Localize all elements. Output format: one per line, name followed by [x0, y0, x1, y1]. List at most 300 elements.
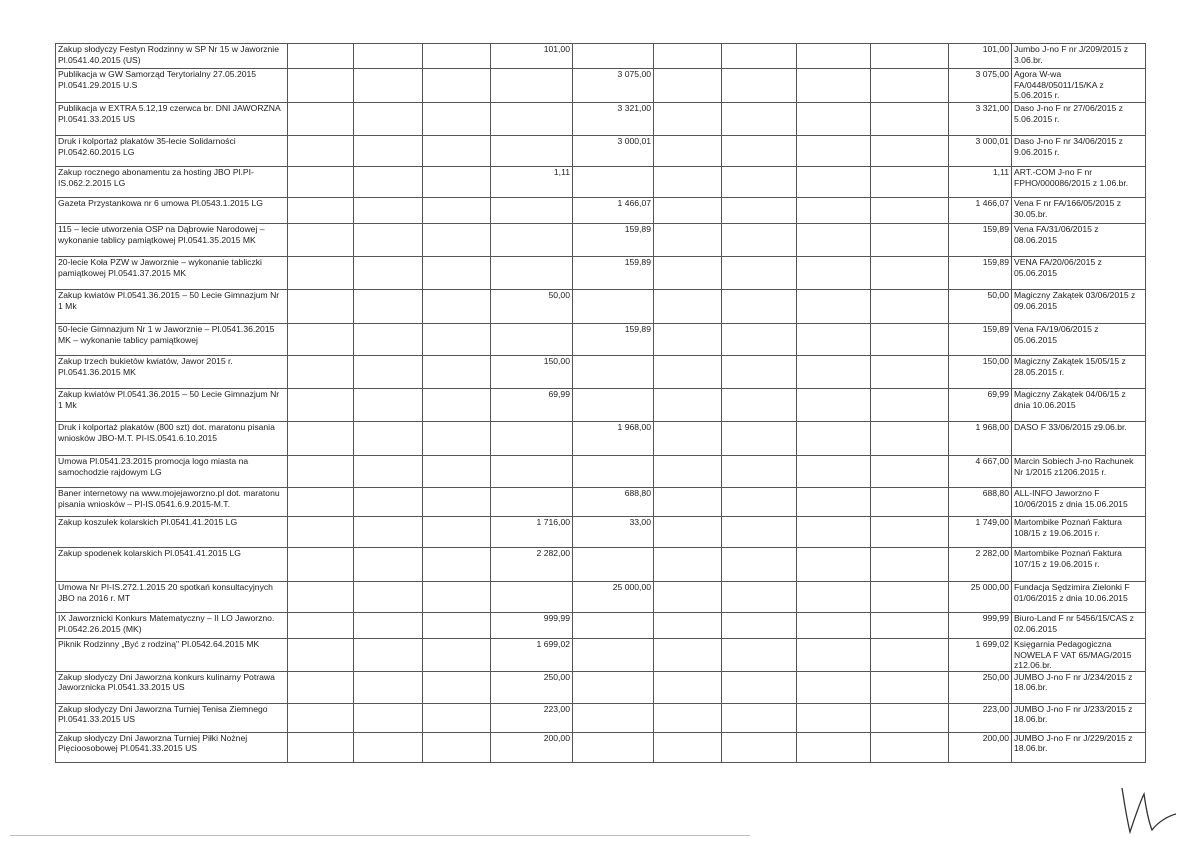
amount-cell-3 [354, 488, 423, 517]
row-total: 25 000,00 [949, 582, 1012, 613]
empty-cell [722, 639, 797, 672]
table-row [56, 389, 1146, 422]
amount-cell-5: 2 282,00 [491, 548, 573, 582]
empty-cell [871, 136, 949, 167]
empty-cell [871, 324, 949, 356]
amount-cell-3 [354, 136, 423, 167]
row-description: 20-lecie Koła PZW w Jaworznie – wykonanie tabliczki pamiątkowej Pl.0541.37.2015 MK [56, 257, 288, 290]
row-description: Zakup kwiatów Pl.0541.36.2015 – 50 Lecie Gimnazjum Nr 1 Mk [56, 290, 288, 324]
empty-cell [423, 639, 491, 672]
row-total: 1,11 [949, 167, 1012, 198]
amount-cell-5: 101,00 [491, 44, 573, 69]
empty-cell [871, 671, 949, 703]
amount-cell-5 [491, 69, 573, 103]
empty-cell [423, 136, 491, 167]
page-divider [10, 835, 750, 836]
table-row [56, 517, 1146, 548]
amount-cell-6: 3 000,01 [573, 136, 654, 167]
empty-cell [288, 456, 354, 488]
empty-cell [871, 456, 949, 488]
empty-cell [871, 389, 949, 422]
empty-cell [797, 44, 871, 69]
amount-cell-5: 69,99 [491, 389, 573, 422]
table-row [56, 198, 1146, 224]
invoice-reference: Księgarnia Pedagogiczna NOWELA F VAT 65/MAG/2015 z12.06.br. [1012, 639, 1146, 672]
amount-cell-5 [491, 224, 573, 257]
row-description: Zakup spodenek kolarskich Pl.0541.41.2015 LG [56, 548, 288, 582]
row-total: 2 282,00 [949, 548, 1012, 582]
empty-cell [654, 456, 722, 488]
empty-cell [797, 224, 871, 257]
empty-cell [654, 639, 722, 672]
amount-cell-3 [354, 389, 423, 422]
invoice-reference: Jumbo J-no F nr J/209/2015 z 3.06.br. [1012, 44, 1146, 69]
amount-cell-3 [354, 257, 423, 290]
table-row [56, 613, 1146, 639]
row-description: Druk i kolportaż plakatów 35-lecie Solidarności Pl.0542.60.2015 LG [56, 136, 288, 167]
row-description: Umowa Nr PI-IS.272.1.2015 20 spotkań konsultacyjnych JBO na 2016 r. MT [56, 582, 288, 613]
signature [1110, 780, 1180, 845]
empty-cell [722, 290, 797, 324]
empty-cell [722, 389, 797, 422]
empty-cell [288, 103, 354, 136]
table-row [56, 324, 1146, 356]
empty-cell [288, 613, 354, 639]
row-total: 999,99 [949, 613, 1012, 639]
row-description: Zakup rocznego abonamentu za hosting JBO Pl.PI-IS.062.2.2015 LG [56, 167, 288, 198]
invoice-reference: Biuro-Land F nr 5456/15/CAS z 02.06.2015 [1012, 613, 1146, 639]
amount-cell-6 [573, 639, 654, 672]
row-total: 1 466,07 [949, 198, 1012, 224]
empty-cell [654, 198, 722, 224]
amount-cell-3 [354, 103, 423, 136]
empty-cell [797, 613, 871, 639]
empty-cell [797, 136, 871, 167]
empty-cell [797, 703, 871, 732]
amount-cell-6: 33,00 [573, 517, 654, 548]
invoice-reference: Magiczny Zakątek 15/05/15 z 28.05.2015 r. [1012, 356, 1146, 389]
empty-cell [722, 422, 797, 456]
row-total: 223,00 [949, 703, 1012, 732]
amount-cell-6: 159,89 [573, 324, 654, 356]
amount-cell-5 [491, 488, 573, 517]
amount-cell-6 [573, 290, 654, 324]
empty-cell [423, 456, 491, 488]
amount-cell-6 [573, 389, 654, 422]
row-description: Druk i kolportaż plakatów (800 szt) dot. maratonu pisania wniosków JBO-M.T. PI-IS.0541.6.10.2015 [56, 422, 288, 456]
empty-cell [288, 517, 354, 548]
empty-cell [797, 456, 871, 488]
empty-cell [797, 422, 871, 456]
amount-cell-6 [573, 671, 654, 703]
amount-cell-3 [354, 671, 423, 703]
invoice-reference: Magiczny Zakątek 03/06/2015 z 09.06.2015 [1012, 290, 1146, 324]
empty-cell [722, 732, 797, 762]
amount-cell-6: 3 321,00 [573, 103, 654, 136]
amount-cell-5: 250,00 [491, 671, 573, 703]
empty-cell [288, 290, 354, 324]
invoice-reference: JUMBO J-no F nr J/229/2015 z 18.06.br. [1012, 732, 1146, 762]
empty-cell [654, 613, 722, 639]
empty-cell [871, 582, 949, 613]
empty-cell [871, 103, 949, 136]
amount-cell-3 [354, 703, 423, 732]
table-row [56, 671, 1146, 703]
amount-cell-5 [491, 136, 573, 167]
row-total: 69,99 [949, 389, 1012, 422]
empty-cell [871, 422, 949, 456]
amount-cell-6: 159,89 [573, 224, 654, 257]
amount-cell-5 [491, 103, 573, 136]
empty-cell [654, 257, 722, 290]
empty-cell [423, 103, 491, 136]
empty-cell [423, 548, 491, 582]
invoice-reference: JUMBO J-no F nr J/234/2015 z 18.06.br. [1012, 671, 1146, 703]
invoice-reference: Daso J-no F nr 27/06/2015 z 5.06.2015 r. [1012, 103, 1146, 136]
empty-cell [423, 198, 491, 224]
empty-cell [871, 548, 949, 582]
empty-cell [654, 136, 722, 167]
table-row [56, 639, 1146, 672]
amount-cell-6 [573, 167, 654, 198]
empty-cell [797, 324, 871, 356]
empty-cell [722, 167, 797, 198]
empty-cell [654, 732, 722, 762]
row-total: 1 968,00 [949, 422, 1012, 456]
empty-cell [871, 613, 949, 639]
empty-cell [654, 356, 722, 389]
empty-cell [871, 732, 949, 762]
empty-cell [654, 69, 722, 103]
amount-cell-6: 3 075,00 [573, 69, 654, 103]
empty-cell [288, 582, 354, 613]
empty-cell [288, 167, 354, 198]
amount-cell-3 [354, 548, 423, 582]
row-description: 50-lecie Gimnazjum Nr 1 w Jaworznie – Pl.0541.36.2015 MK – wykonanie tablicy pamiątkowej [56, 324, 288, 356]
empty-cell [871, 488, 949, 517]
empty-cell [654, 103, 722, 136]
empty-cell [423, 389, 491, 422]
empty-cell [871, 198, 949, 224]
empty-cell [797, 671, 871, 703]
empty-cell [871, 69, 949, 103]
amount-cell-5: 1,11 [491, 167, 573, 198]
amount-cell-5: 200,00 [491, 732, 573, 762]
expense-table-sheet [55, 43, 1146, 763]
empty-cell [423, 44, 491, 69]
empty-cell [797, 69, 871, 103]
empty-cell [288, 69, 354, 103]
table-row [56, 224, 1146, 257]
row-total: 3 321,00 [949, 103, 1012, 136]
row-description: Zakup słodyczy Dni Jaworzna Turniej Tenisa Ziemnego Pl.0541.33.2015 US [56, 703, 288, 732]
empty-cell [797, 389, 871, 422]
amount-cell-3 [354, 290, 423, 324]
empty-cell [288, 224, 354, 257]
empty-cell [654, 517, 722, 548]
empty-cell [423, 167, 491, 198]
empty-cell [722, 582, 797, 613]
invoice-reference: ART.-COM J-no F nr FPHO/000086/2015 z 1.06.br. [1012, 167, 1146, 198]
empty-cell [871, 639, 949, 672]
row-description: Piknik Rodzinny „Być z rodziną" Pl.0542.64.2015 MK [56, 639, 288, 672]
row-total: 50,00 [949, 290, 1012, 324]
table-row [56, 356, 1146, 389]
table-row [56, 136, 1146, 167]
empty-cell [288, 732, 354, 762]
table-row [56, 290, 1146, 324]
amount-cell-6: 688,80 [573, 488, 654, 517]
empty-cell [288, 389, 354, 422]
empty-cell [423, 356, 491, 389]
empty-cell [288, 639, 354, 672]
invoice-reference: Martombike Poznań Faktura 108/15 z 19.06.2015 r. [1012, 517, 1146, 548]
row-description: Umowa Pl.0541.23.2015 promocja logo miasta na samochodzie rajdowym LG [56, 456, 288, 488]
table-row [56, 422, 1146, 456]
empty-cell [871, 517, 949, 548]
invoice-reference: Fundacja Sędzimira Zielonki F 01/06/2015 z dnia 10.06.2015 [1012, 582, 1146, 613]
amount-cell-6 [573, 732, 654, 762]
row-total: 159,89 [949, 257, 1012, 290]
amount-cell-3 [354, 224, 423, 257]
amount-cell-5: 223,00 [491, 703, 573, 732]
empty-cell [797, 582, 871, 613]
amount-cell-5 [491, 456, 573, 488]
amount-cell-6 [573, 548, 654, 582]
empty-cell [797, 198, 871, 224]
row-total: 150,00 [949, 356, 1012, 389]
table-row [56, 257, 1146, 290]
empty-cell [797, 488, 871, 517]
row-total: 200,00 [949, 732, 1012, 762]
empty-cell [423, 517, 491, 548]
amount-cell-3 [354, 732, 423, 762]
empty-cell [722, 517, 797, 548]
empty-cell [654, 548, 722, 582]
empty-cell [423, 422, 491, 456]
amount-cell-3 [354, 456, 423, 488]
empty-cell [423, 224, 491, 257]
empty-cell [654, 290, 722, 324]
amount-cell-3 [354, 324, 423, 356]
row-description: Zakup słodyczy Dni Jaworzna Turniej Piłki Nożnej Pięcioosobowej Pl.0541.33.2015 US [56, 732, 288, 762]
empty-cell [654, 488, 722, 517]
empty-cell [423, 324, 491, 356]
empty-cell [722, 69, 797, 103]
amount-cell-5: 1 699,02 [491, 639, 573, 672]
invoice-reference: Daso J-no F nr 34/06/2015 z 9.06.2015 r. [1012, 136, 1146, 167]
empty-cell [654, 44, 722, 69]
empty-cell [871, 224, 949, 257]
empty-cell [654, 671, 722, 703]
empty-cell [722, 136, 797, 167]
amount-cell-5 [491, 582, 573, 613]
table-row [56, 44, 1146, 69]
row-description: IX Jaworznicki Konkurs Matematyczny – II LO Jaworzno. Pl.0542.26.2015 (MK) [56, 613, 288, 639]
table-row [56, 732, 1146, 762]
empty-cell [871, 44, 949, 69]
amount-cell-3 [354, 44, 423, 69]
empty-cell [797, 732, 871, 762]
empty-cell [722, 671, 797, 703]
empty-cell [288, 44, 354, 69]
empty-cell [288, 198, 354, 224]
empty-cell [797, 639, 871, 672]
table-row [56, 488, 1146, 517]
empty-cell [423, 582, 491, 613]
empty-cell [722, 488, 797, 517]
empty-cell [288, 356, 354, 389]
amount-cell-6 [573, 613, 654, 639]
empty-cell [654, 422, 722, 456]
expense-table [55, 43, 1146, 763]
amount-cell-3 [354, 613, 423, 639]
empty-cell [288, 671, 354, 703]
empty-cell [423, 488, 491, 517]
empty-cell [722, 324, 797, 356]
empty-cell [797, 517, 871, 548]
amount-cell-6: 25 000,00 [573, 582, 654, 613]
row-description: Publikacja w GW Samorząd Terytorialny 27.05.2015 Pl.0541.29.2015 U.S [56, 69, 288, 103]
amount-cell-6 [573, 44, 654, 69]
empty-cell [871, 356, 949, 389]
empty-cell [654, 167, 722, 198]
table-row [56, 582, 1146, 613]
empty-cell [288, 703, 354, 732]
amount-cell-3 [354, 639, 423, 672]
empty-cell [288, 324, 354, 356]
row-total: 4 667,00 [949, 456, 1012, 488]
empty-cell [423, 613, 491, 639]
empty-cell [654, 389, 722, 422]
row-description: Zakup koszulek kolarskich Pl.0541.41.2015 LG [56, 517, 288, 548]
table-row [56, 103, 1146, 136]
amount-cell-6: 1 968,00 [573, 422, 654, 456]
amount-cell-6: 159,89 [573, 257, 654, 290]
row-description: Zakup słodyczy Festyn Rodzinny w SP Nr 15 w Jaworznie Pl.0541.40.2015 (US) [56, 44, 288, 69]
row-total: 688,80 [949, 488, 1012, 517]
empty-cell [722, 44, 797, 69]
invoice-reference: Vena FA/31/06/2015 z 08.06.2015 [1012, 224, 1146, 257]
amount-cell-5 [491, 257, 573, 290]
empty-cell [288, 488, 354, 517]
empty-cell [722, 356, 797, 389]
empty-cell [722, 613, 797, 639]
empty-cell [871, 167, 949, 198]
empty-cell [797, 356, 871, 389]
invoice-reference: Agora W-wa FA/0448/05011/15/KA z 5.06.2015 r. [1012, 69, 1146, 103]
table-row [56, 69, 1146, 103]
row-total: 1 699,02 [949, 639, 1012, 672]
empty-cell [288, 136, 354, 167]
empty-cell [797, 290, 871, 324]
amount-cell-3 [354, 69, 423, 103]
amount-cell-5 [491, 422, 573, 456]
empty-cell [423, 69, 491, 103]
empty-cell [722, 703, 797, 732]
amount-cell-6 [573, 703, 654, 732]
invoice-reference: Marcin Sobiech J-no Rachunek Nr 1/2015 z1206.2015 r. [1012, 456, 1146, 488]
row-description: Gazeta Przystankowa nr 6 umowa Pl.0543.1.2015 LG [56, 198, 288, 224]
amount-cell-3 [354, 517, 423, 548]
amount-cell-3 [354, 198, 423, 224]
row-total: 159,89 [949, 224, 1012, 257]
invoice-reference: ALL-INFO Jaworzno F 10/06/2015 z dnia 15.06.2015 [1012, 488, 1146, 517]
empty-cell [423, 290, 491, 324]
amount-cell-5: 1 716,00 [491, 517, 573, 548]
amount-cell-5 [491, 324, 573, 356]
empty-cell [797, 167, 871, 198]
row-description: Publikacja w EXTRA 5.12,19 czerwca br. DNI JAWORZNA Pl.0541.33.2015 US [56, 103, 288, 136]
empty-cell [654, 582, 722, 613]
row-description: Zakup słodyczy Dni Jaworzna konkurs kulinarny Potrawa Jaworznicka Pl.0541.33.2015 US [56, 671, 288, 703]
expense-table-body [56, 44, 1146, 763]
invoice-reference: Vena FA/19/06/2015 z 05.06.2015 [1012, 324, 1146, 356]
invoice-reference: DASO F 33/06/2015 z9.06.br. [1012, 422, 1146, 456]
invoice-reference: JUMBO J-no F nr J/233/2015 z 18.06.br. [1012, 703, 1146, 732]
empty-cell [423, 257, 491, 290]
empty-cell [722, 548, 797, 582]
empty-cell [871, 290, 949, 324]
empty-cell [797, 103, 871, 136]
invoice-reference: Magiczny Zakątek 04/06/15 z dnia 10.06.2015 [1012, 389, 1146, 422]
row-total: 3 075,00 [949, 69, 1012, 103]
row-description: Zakup kwiatów Pl.0541.36.2015 – 50 Lecie Gimnazjum Nr 1 Mk [56, 389, 288, 422]
invoice-reference: Vena F nr FA/166/05/2015 z 30.05.br. [1012, 198, 1146, 224]
row-total: 3 000,01 [949, 136, 1012, 167]
table-row [56, 167, 1146, 198]
row-total: 159,89 [949, 324, 1012, 356]
empty-cell [722, 224, 797, 257]
amount-cell-3 [354, 356, 423, 389]
amount-cell-5: 150,00 [491, 356, 573, 389]
empty-cell [654, 224, 722, 257]
amount-cell-5: 999,99 [491, 613, 573, 639]
empty-cell [722, 103, 797, 136]
row-total: 1 749,00 [949, 517, 1012, 548]
amount-cell-6: 1 466,07 [573, 198, 654, 224]
empty-cell [654, 324, 722, 356]
table-row [56, 456, 1146, 488]
empty-cell [797, 257, 871, 290]
table-row [56, 548, 1146, 582]
empty-cell [288, 548, 354, 582]
empty-cell [871, 703, 949, 732]
empty-cell [722, 257, 797, 290]
empty-cell [722, 198, 797, 224]
empty-cell [654, 703, 722, 732]
empty-cell [288, 257, 354, 290]
empty-cell [722, 456, 797, 488]
amount-cell-3 [354, 582, 423, 613]
empty-cell [288, 422, 354, 456]
invoice-reference: Martombike Poznań Faktura 107/15 z 19.06.2015 r. [1012, 548, 1146, 582]
amount-cell-6 [573, 356, 654, 389]
amount-cell-6 [573, 456, 654, 488]
row-total: 101,00 [949, 44, 1012, 69]
row-description: Zakup trzech bukietów kwiatów, Jawor 2015 r. Pl.0541.36.2015 MK [56, 356, 288, 389]
amount-cell-3 [354, 422, 423, 456]
amount-cell-3 [354, 167, 423, 198]
empty-cell [871, 257, 949, 290]
amount-cell-5: 50,00 [491, 290, 573, 324]
empty-cell [423, 671, 491, 703]
table-row [56, 703, 1146, 732]
invoice-reference: VENA FA/20/06/2015 z 05.06.2015 [1012, 257, 1146, 290]
empty-cell [423, 732, 491, 762]
row-description: Baner internetowy na www.mojejaworzno.pl dot. maratonu pisania wniosków – PI-IS.0541.6.9.2015-M.T. [56, 488, 288, 517]
empty-cell [423, 703, 491, 732]
